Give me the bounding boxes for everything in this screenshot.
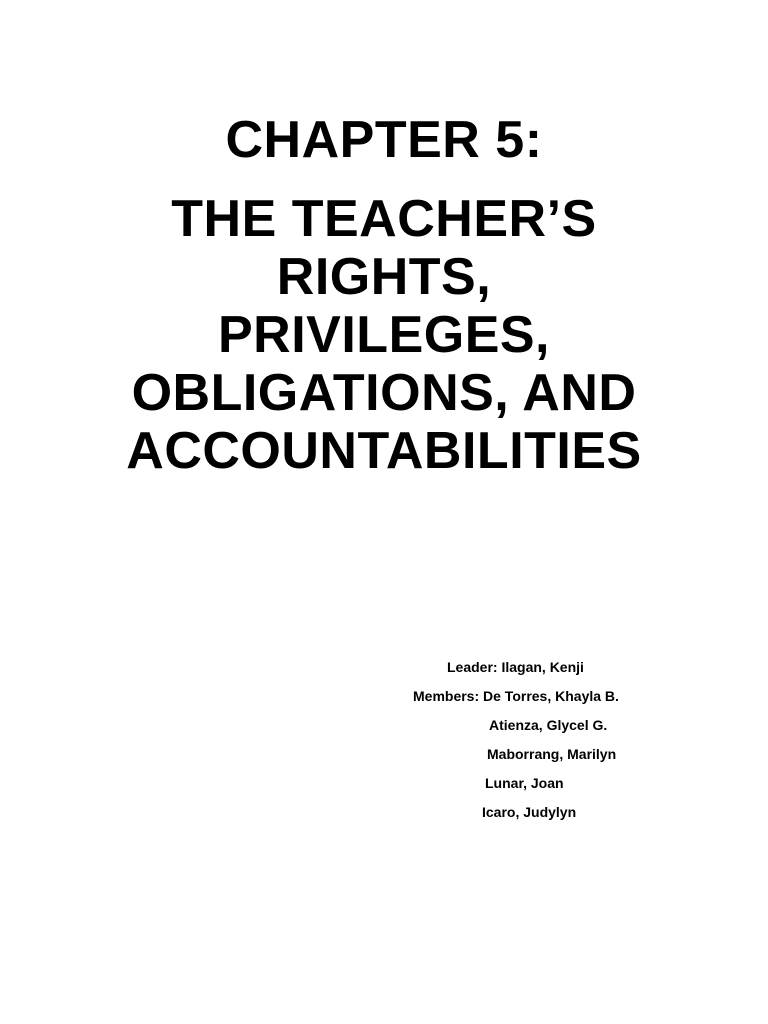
chapter-title-line: RIGHTS, [276,248,492,306]
chapter-title-line: THE TEACHER’S [171,190,597,248]
chapter-title-line: OBLIGATIONS, AND [131,364,637,422]
member-name: Lunar, Joan [485,775,564,791]
group-leader: Leader: Ilagan, Kenji [447,659,584,675]
chapter-title-line: PRIVILEGES, [217,306,551,364]
chapter-heading: CHAPTER 5: [225,111,543,169]
member-name: Maborrang, Marilyn [487,746,617,762]
chapter-title [0,190,768,480]
chapter-title-line: ACCOUNTABILITIES [126,422,642,480]
member-name: Icaro, Judylyn [482,804,577,820]
member-name: Atienza, Glycel G. [489,717,608,733]
members-heading: Members: De Torres, Khayla B. [413,688,619,704]
